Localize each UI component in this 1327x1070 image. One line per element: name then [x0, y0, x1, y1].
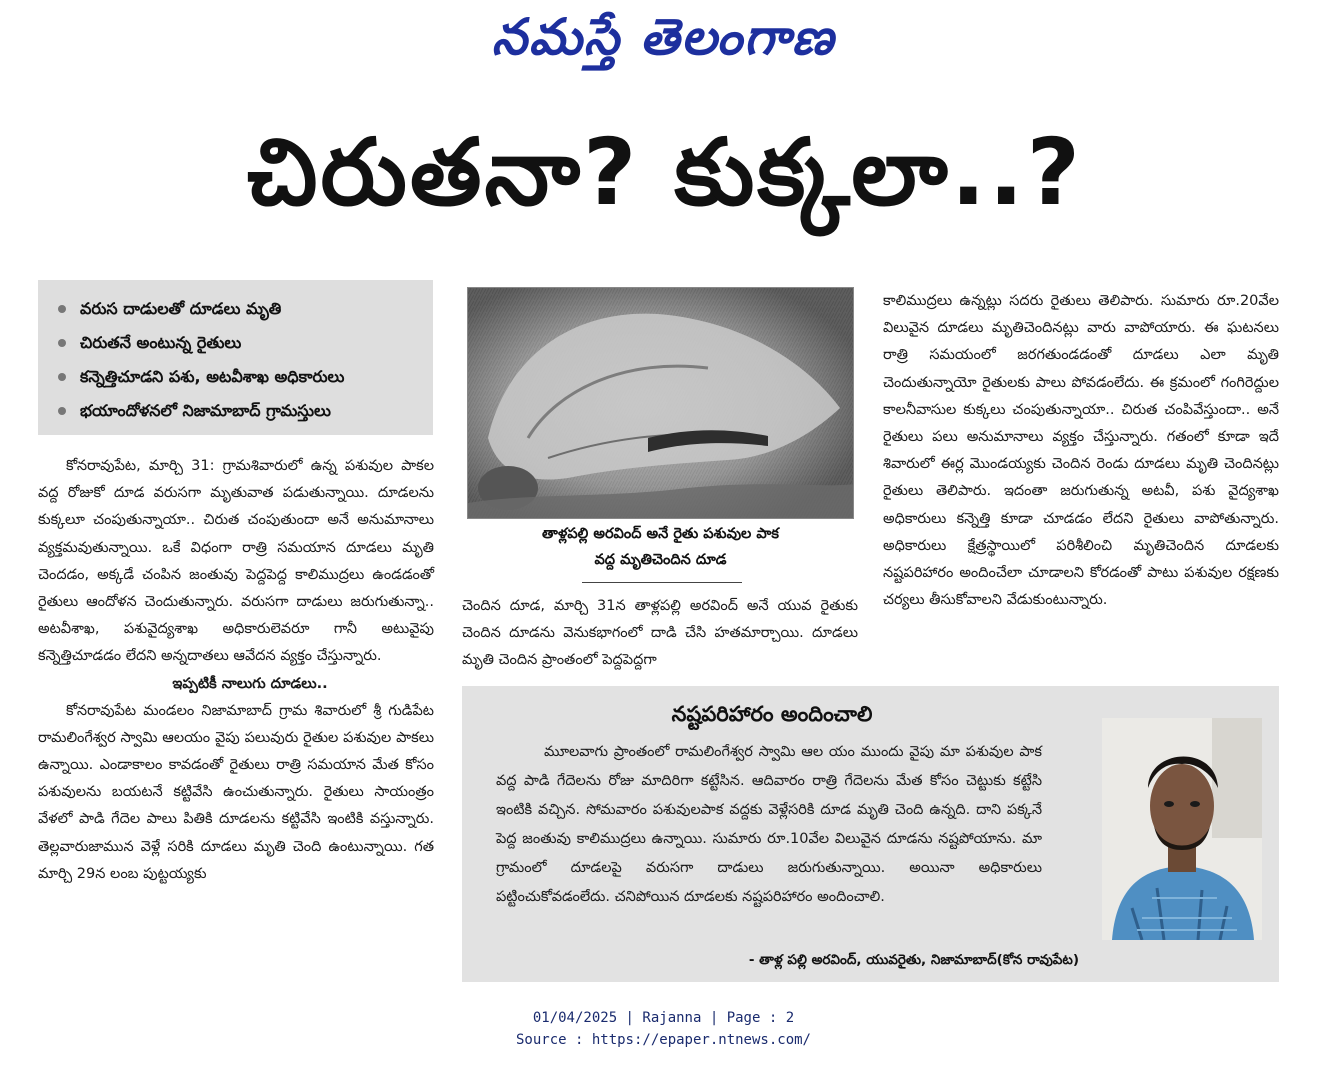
- caption-line-1: తాళ్లపల్లి అరవింద్ అనే రైతు పశువుల పాక: [542, 526, 779, 542]
- highlight-text: కన్నెత్తిచూడని పశు, అటవీశాఖ అధికారులు: [80, 367, 345, 386]
- middle-column: [462, 593, 858, 675]
- caption-divider: [582, 582, 742, 583]
- highlight-item: [56, 292, 423, 326]
- farmer-portrait: [1102, 718, 1262, 940]
- footer-source-line: Source : https://epaper.ntnews.com/: [515, 1032, 811, 1048]
- right-paragraph: కాలిముద్రలు ఉన్నట్లు సదరు రైతులు తెలిపారు. సుమారు రూ.20వేల విలువైన దూడలు మృతిచెందినట్లు వారు వాపోయారు. ఈ ఘటనలు రాత్రి సమయంలో జరగతుండడంతో దూడలు ఎలా మృతి చెందుతున్నాయో రైతులకు పాలు పోవడంలేదు. ఈ క్రమంలో గంగిరెద్దుల కాలనీవాసుల కుక్కలు చంపుతున్నాయా.. చిరుత చంపివేస్తుందా.. అనే రైతులు పలు అనుమానాలు వ్యక్తం చేస్తున్నారు. గతంలో కూడా ఇదే శివారులో ఈర్ల మొండయ్యకు చెందిన రెండు దూడలు మృతి చెందినట్లు రైతులు తెలిపారు. ఇదంతా జరుగుతున్న అటవీ, పశు వైద్యశాఖ అధికారులు కన్నెత్తి కూడా చూడడం లేదని రైతులు వాపోతున్నారు. అధికారులు క్షేత్రస్థాయిలో పరిశీలించి మృతిచెందిన దూడలకు నష్టపరిహారం అందించేలా చూడాలని కోరడంతో పాటు పశువుల రక్షణకు చర్యలు తీసుకోవాలని వేడుకుంటున్నారు.: [883, 293, 1279, 609]
- quote-paragraph: మూలవాగు ప్రాంతంలో రామలింగేశ్వర స్వామి ఆల యం ముందు వైపు మా పశువుల పాక వద్ద పాడి గేదెలను రోజు మాదిరిగా కట్టేసిన. ఆదివారం రాత్రి గేదెలను మేత కోసం చెట్టుకు కట్టేసి ఇంటికి వచ్చిన. సోమవారం పశువులపాక వద్దకు వెళ్లేసరికి దూడ మృతి చెంది ఉన్నది. దాని పక్కనే పెద్ద జంతువు కాలిముద్రలు ఉన్నాయి. సుమారు రూ.10వేల విలువైన దూడను నష్టపోయాను. మా గ్రామంలో దూడలపై వరుసగా దాడులు జరుగుతున్నాయి. అయినా అధికారులు పట్టించుకోవడంలేదు. చనిపోయిన దూడలకు నష్టపరిహారం అందించాలి.: [496, 744, 1042, 905]
- calf-photo: [467, 287, 854, 519]
- highlight-text: భయాందోళనలో నిజామాబాద్ గ్రామస్తులు: [80, 401, 331, 420]
- headline: చిరుతనా? కుక్కలా..?: [247, 119, 1083, 226]
- bullet-icon: [58, 305, 66, 313]
- left-paragraph-1: కోనరావుపేట, మార్చి 31: గ్రామశివారులో ఉన్న పశువుల పాకల వద్ద రోజుకో దూడ వరుసగా మృతువాత పడుతున్నాయి. దూడలను కుక్కలూ చంపుతున్నాయా.. చిరుత చంపుతుందా అనే అనుమానాలు వ్యక్తమవుతున్నాయి. ఒకే విధంగా రాత్రి సమయాన దూడలు మృతి చెందడం, అక్కడే చంపిన జంతువు పెద్దపెద్ద కాలిముద్రలు ఉండడంతో రైతులు ఆందోళన చెందుతున్నారు. వరుసగా దాడులు జరుగుతున్నా.. అటవీశాఖ, పశువైద్యశాఖ అధికారులెవరూ గానీ అటువైపు కన్నెత్తిచూడడం లేదని అన్నదాతలు ఆవేదన వ్యక్తం చేస్తున్నారు.: [38, 458, 434, 665]
- photo-caption: [467, 521, 854, 573]
- quote-box-title: నష్టపరిహారం అందించాలి: [671, 702, 873, 726]
- left-subhead: ఇప్పటికీ నాలుగు దూడలు..: [172, 675, 328, 692]
- quote-box-body: [496, 738, 1042, 912]
- bullet-icon: [58, 373, 66, 381]
- highlight-text: వరుస దాడులతో దూడలు మృతి: [80, 299, 282, 318]
- highlight-item: [56, 326, 423, 360]
- right-column: [883, 288, 1279, 614]
- quote-credit: - తాళ్ల పల్లి అరవింద్, యువరైతు, నిజామాబాద్(కోన రావుపేట): [748, 952, 1079, 968]
- highlights-box: [38, 280, 433, 435]
- highlight-item: [56, 360, 423, 394]
- left-paragraph-2: కోనరావుపేట మండలం నిజామాబాద్ గ్రామ శివారులో శ్రీ గుడిపేట రామలింగేశ్వర స్వామి ఆలయం వైపు పలువురు రైతుల పశువుల పాకలు ఉన్నాయి. ఎండాకాలం కావడంతో రైతులు రాత్రి సమయాన మేత కోసం పశువులను బయటనే కట్టివేసి ఉంచుతున్నారు. రైతులు సాయంత్రం వేళలో పాడి గేదెల పాలు పితికి దూడలను కట్టివేసి ఇంటికి వస్తున్నారు. తెల్లవారుజామున వెళ్లే సరికి దూడలు మృతి చెంది ఉంటున్నాయి. గత మార్చి 29న లంబ పుట్టయ్యకు: [38, 702, 434, 882]
- bullet-icon: [58, 339, 66, 347]
- quote-box: [462, 686, 1279, 982]
- left-column: [38, 453, 434, 888]
- highlight-text: చిరుతనే అంటున్న రైతులు: [80, 333, 242, 352]
- bullet-icon: [58, 407, 66, 415]
- highlight-item: [56, 394, 423, 428]
- footer-edition-line: 01/04/2025 | Rajanna | Page : 2: [532, 1010, 795, 1026]
- dead-calf-image: [468, 288, 854, 519]
- caption-line-2: వద్ద మృతిచెందిన దూడ: [594, 552, 727, 568]
- middle-paragraph: చెందిన దూడ, మార్చి 31న తాళ్లపల్లి అరవింద్ అనే యువ రైతుకు చెందిన దూడను వెనుకభాగంలో దాడి చేసి హతమార్చాయి. దూడలు మృతి చెందిన ప్రాంతంలో పెద్దపెద్దగా: [462, 598, 858, 669]
- farmer-photo: [1102, 718, 1262, 940]
- masthead-logo: నమస్తే తెలంగాణ: [491, 8, 836, 66]
